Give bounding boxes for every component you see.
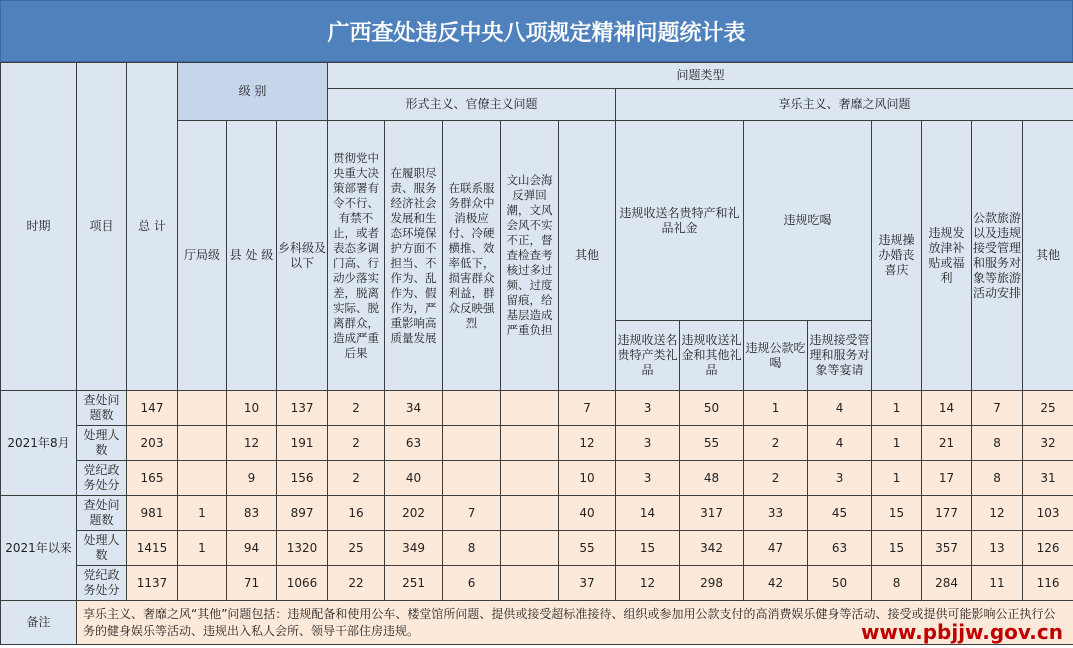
value-cell: 342: [680, 531, 744, 566]
value-cell: 1: [744, 391, 808, 426]
item-header: 项目: [77, 63, 127, 391]
value-cell: 3: [616, 426, 680, 461]
value-cell: 47: [744, 531, 808, 566]
value-cell: 37: [559, 566, 616, 601]
value-cell: 202: [385, 496, 443, 531]
value-cell: 55: [559, 531, 616, 566]
value-cell: 156: [277, 461, 328, 496]
total-header: 总 计: [127, 63, 178, 391]
value-cell: 25: [328, 531, 385, 566]
value-cell: 1: [872, 461, 922, 496]
hedonism-header: 享乐主义、奢靡之风问题: [616, 89, 1073, 121]
level-col-xianchu: 县 处 级: [227, 121, 277, 391]
value-cell: 55: [680, 426, 744, 461]
value-cell: 126: [1023, 531, 1073, 566]
formalism-col-3: 在联系服务群众中消极应付、冷硬横推、效率低下，损害群众利益，群众反映强烈: [443, 121, 501, 391]
value-cell: [501, 461, 559, 496]
value-cell: 10: [559, 461, 616, 496]
value-cell: 8: [872, 566, 922, 601]
value-cell: 40: [559, 496, 616, 531]
value-cell: 1: [178, 496, 227, 531]
value-cell: 15: [872, 531, 922, 566]
hedonism-col-allowance: 违规发放津补贴或福利: [922, 121, 972, 391]
value-cell: 1: [872, 391, 922, 426]
value-cell: 2: [328, 426, 385, 461]
value-cell: 1: [872, 426, 922, 461]
item-cell: 处理人数: [77, 426, 127, 461]
formalism-header: 形式主义、官僚主义问题: [328, 89, 616, 121]
value-cell: 4: [808, 426, 872, 461]
value-cell: 2: [744, 426, 808, 461]
value-cell: [178, 566, 227, 601]
value-cell: 116: [1023, 566, 1073, 601]
value-cell: 8: [443, 531, 501, 566]
value-cell: 2: [744, 461, 808, 496]
value-cell: 33: [744, 496, 808, 531]
item-cell: 党纪政务处分: [77, 461, 127, 496]
value-cell: 40: [385, 461, 443, 496]
value-cell: 9: [227, 461, 277, 496]
value-cell: 15: [616, 531, 680, 566]
value-cell: 31: [1023, 461, 1073, 496]
value-cell: 1066: [277, 566, 328, 601]
gift-col-1: 违规收送名贵特产类礼品: [616, 321, 680, 391]
value-cell: 50: [808, 566, 872, 601]
value-cell: 15: [872, 496, 922, 531]
value-cell: [443, 426, 501, 461]
level-col-ting: 厅局级: [178, 121, 227, 391]
value-cell: 103: [1023, 496, 1073, 531]
value-cell: 71: [227, 566, 277, 601]
value-cell: 3: [808, 461, 872, 496]
note-label: 备注: [1, 601, 77, 645]
item-cell: 党纪政务处分: [77, 566, 127, 601]
value-cell: 1: [178, 531, 227, 566]
value-cell: 63: [808, 531, 872, 566]
value-cell: 2: [328, 391, 385, 426]
value-cell: 32: [1023, 426, 1073, 461]
value-cell: 165: [127, 461, 178, 496]
value-cell: 12: [616, 566, 680, 601]
value-cell: 897: [277, 496, 328, 531]
value-cell: 1415: [127, 531, 178, 566]
value-cell: 357: [922, 531, 972, 566]
level-header: 级 别: [178, 63, 328, 121]
value-cell: 349: [385, 531, 443, 566]
gift-col-2: 违规收送礼金和其他礼品: [680, 321, 744, 391]
hedonism-col-other: 其他: [1023, 121, 1073, 391]
value-cell: 17: [922, 461, 972, 496]
gift-group-header: 违规收送名贵特产和礼品礼金: [616, 121, 744, 321]
value-cell: [443, 461, 501, 496]
value-cell: [178, 391, 227, 426]
data-body: [1, 391, 1073, 601]
value-cell: 12: [972, 496, 1023, 531]
table-row: [1, 426, 1073, 461]
value-cell: 63: [385, 426, 443, 461]
value-cell: 8: [972, 461, 1023, 496]
value-cell: 177: [922, 496, 972, 531]
hedonism-col-travel: 公款旅游以及违规接受管理和服务对象等旅游活动安排: [972, 121, 1023, 391]
note-text: 享乐主义、奢靡之风“其他”问题包括：违规配备和使用公车、楼堂馆所问题、提供或接受超标准接待、组织或参加用公款支付的高消费娱乐健身等活动、接受或提供可能影响公正执行公务的健身娱乐等活动、违规出入私人会所、领导干部住房违规。: [77, 601, 1073, 645]
value-cell: 1320: [277, 531, 328, 566]
value-cell: 12: [227, 426, 277, 461]
item-cell: 查处问题数: [77, 391, 127, 426]
value-cell: 191: [277, 426, 328, 461]
period-header: 时期: [1, 63, 77, 391]
value-cell: 14: [922, 391, 972, 426]
item-cell: 查处问题数: [77, 496, 127, 531]
value-cell: 7: [972, 391, 1023, 426]
value-cell: [501, 566, 559, 601]
value-cell: 284: [922, 566, 972, 601]
table-row: [1, 566, 1073, 601]
value-cell: 2: [328, 461, 385, 496]
formalism-col-2: 在履职尽责、服务经济社会发展和生态环境保护方面不担当、不作为、乱作为、假作为，严重影响高质量发展: [385, 121, 443, 391]
value-cell: 10: [227, 391, 277, 426]
value-cell: 251: [385, 566, 443, 601]
value-cell: [501, 391, 559, 426]
value-cell: [501, 496, 559, 531]
table-title: 广西查处违反中央八项规定精神问题统计表: [0, 0, 1073, 62]
level-col-xiangke: 乡科级及以下: [277, 121, 328, 391]
value-cell: 3: [616, 461, 680, 496]
value-cell: 4: [808, 391, 872, 426]
value-cell: 48: [680, 461, 744, 496]
item-cell: 处理人数: [77, 531, 127, 566]
formalism-col-other: 其他: [559, 121, 616, 391]
watermark: www.pbjjw.gov.cn: [860, 620, 1063, 644]
value-cell: 12: [559, 426, 616, 461]
value-cell: 14: [616, 496, 680, 531]
value-cell: 25: [1023, 391, 1073, 426]
problem-type-header: 问题类型: [328, 63, 1073, 89]
value-cell: 3: [616, 391, 680, 426]
dining-group-header: 违规吃喝: [744, 121, 872, 321]
value-cell: 21: [922, 426, 972, 461]
dining-col-2: 违规接受管理和服务对象等宴请: [808, 321, 872, 391]
value-cell: 11: [972, 566, 1023, 601]
value-cell: 298: [680, 566, 744, 601]
value-cell: 317: [680, 496, 744, 531]
period-cell: 2021年8月: [1, 391, 77, 496]
value-cell: [501, 531, 559, 566]
table-row: [1, 461, 1073, 496]
value-cell: [178, 426, 227, 461]
value-cell: [443, 391, 501, 426]
value-cell: 94: [227, 531, 277, 566]
table-row: [1, 496, 1073, 531]
dining-col-1: 违规公款吃喝: [744, 321, 808, 391]
value-cell: 8: [972, 426, 1023, 461]
value-cell: 13: [972, 531, 1023, 566]
value-cell: 22: [328, 566, 385, 601]
value-cell: 50: [680, 391, 744, 426]
value-cell: 7: [443, 496, 501, 531]
value-cell: 34: [385, 391, 443, 426]
table-row: [1, 391, 1073, 426]
value-cell: 1137: [127, 566, 178, 601]
value-cell: 6: [443, 566, 501, 601]
value-cell: [178, 461, 227, 496]
value-cell: 42: [744, 566, 808, 601]
period-cell: 2021年以来: [1, 496, 77, 601]
formalism-col-1: 贯彻党中央重大决策部署有令不行、有禁不止，或者表态多调门高、行动少落实差，脱离实际、脱离群众，造成严重后果: [328, 121, 385, 391]
value-cell: [501, 426, 559, 461]
formalism-col-4: 文山会海反弹回潮，文风会风不实不正，督查检查考核过多过频、过度留痕，给基层造成严重负担: [501, 121, 559, 391]
value-cell: 137: [277, 391, 328, 426]
table-row: [1, 531, 1073, 566]
value-cell: 83: [227, 496, 277, 531]
value-cell: 7: [559, 391, 616, 426]
hedonism-col-wedding: 违规操办婚丧喜庆: [872, 121, 922, 391]
value-cell: 45: [808, 496, 872, 531]
statistics-table: [0, 62, 1073, 645]
value-cell: 981: [127, 496, 178, 531]
value-cell: 16: [328, 496, 385, 531]
value-cell: 203: [127, 426, 178, 461]
value-cell: 147: [127, 391, 178, 426]
